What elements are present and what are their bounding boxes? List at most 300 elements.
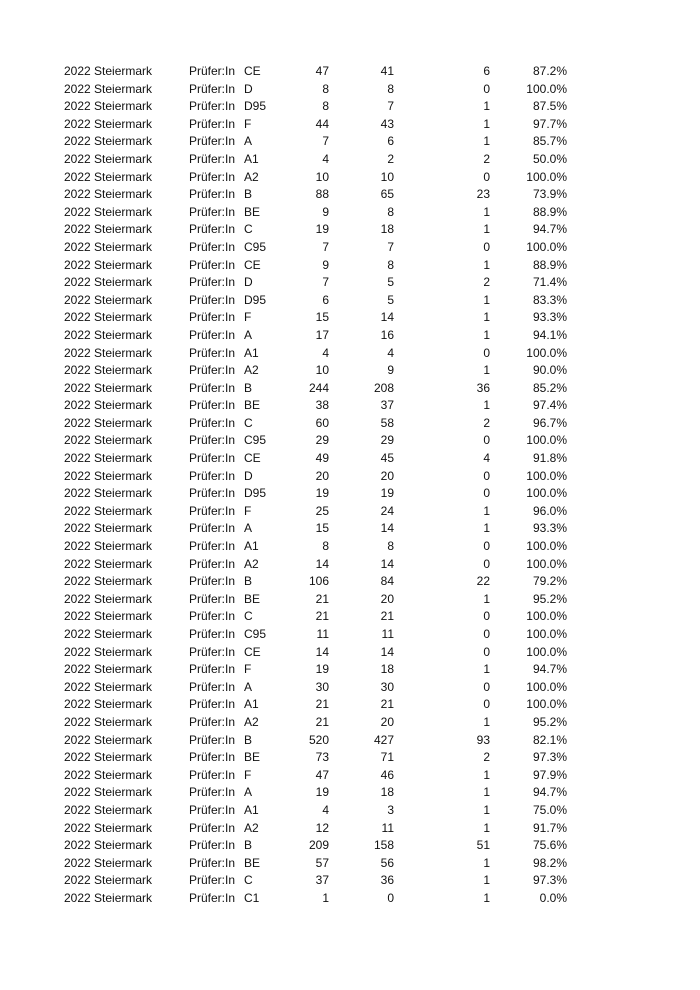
failed-cell: 51 <box>476 838 490 853</box>
failed-cell: 1 <box>483 714 490 729</box>
role-cell: Prüfer:In <box>189 327 236 342</box>
total-cell: 15 <box>315 521 329 536</box>
region-year-cell: 2022 Steiermark <box>64 116 153 131</box>
pass-rate-cell: 91.8% <box>532 451 567 466</box>
table-row <box>0 151 700 169</box>
pass-rate-cell: 100.0% <box>526 644 567 659</box>
pass-rate-cell: 87.5% <box>532 99 567 114</box>
license-class-cell: A2 <box>244 169 259 184</box>
failed-cell: 0 <box>483 627 490 641</box>
total-cell: 25 <box>315 503 329 518</box>
region-year-cell: 2022 Steiermark <box>64 169 153 184</box>
failed-cell: 36 <box>476 380 490 395</box>
region-year-cell: 2022 Steiermark <box>64 838 153 853</box>
total-cell: 44 <box>315 116 329 131</box>
region-year-cell: 2022 Steiermark <box>64 697 153 712</box>
region-year-cell: 2022 Steiermark <box>64 415 153 430</box>
license-class-cell: D <box>244 275 253 290</box>
failed-cell: 0 <box>483 556 490 571</box>
license-class-cell: CE <box>244 64 261 78</box>
table-row <box>0 802 700 820</box>
failed-cell: 2 <box>483 275 490 290</box>
table-row <box>0 714 700 732</box>
region-year-cell: 2022 Steiermark <box>64 662 153 677</box>
region-year-cell: 2022 Steiermark <box>64 785 153 800</box>
license-class-cell: A2 <box>244 820 259 835</box>
total-cell: 19 <box>315 662 329 677</box>
license-class-cell: A1 <box>244 345 259 360</box>
passed-cell: 21 <box>380 609 394 624</box>
passed-cell: 84 <box>380 574 394 589</box>
total-cell: 21 <box>315 714 329 729</box>
table-row <box>0 186 700 204</box>
license-class-cell: A2 <box>244 363 259 378</box>
region-year-cell: 2022 Steiermark <box>64 503 153 518</box>
failed-cell: 1 <box>483 820 490 835</box>
role-cell: Prüfer:In <box>189 345 236 360</box>
passed-cell: 41 <box>380 64 394 78</box>
role-cell: Prüfer:In <box>189 134 236 149</box>
passed-cell: 14 <box>380 310 394 325</box>
passed-cell: 7 <box>387 239 394 254</box>
region-year-cell: 2022 Steiermark <box>64 292 153 307</box>
pass-rate-cell: 100.0% <box>526 433 567 448</box>
passed-cell: 20 <box>380 468 394 483</box>
total-cell: 7 <box>322 239 329 254</box>
failed-cell: 1 <box>483 222 490 237</box>
pass-rate-cell: 91.7% <box>532 820 567 835</box>
table-row <box>0 661 700 679</box>
role-cell: Prüfer:In <box>189 556 236 571</box>
passed-cell: 18 <box>380 662 394 677</box>
pass-rate-cell: 100.0% <box>526 627 567 641</box>
pass-rate-cell: 73.9% <box>532 187 567 202</box>
passed-cell: 9 <box>387 363 394 378</box>
region-year-cell: 2022 Steiermark <box>64 134 153 149</box>
pass-rate-cell: 85.2% <box>532 380 567 395</box>
passed-cell: 0 <box>387 890 394 905</box>
failed-cell: 0 <box>483 644 490 659</box>
pass-rate-cell: 95.2% <box>532 714 567 729</box>
pass-rate-cell: 100.0% <box>526 81 567 96</box>
region-year-cell: 2022 Steiermark <box>64 855 153 870</box>
region-year-cell: 2022 Steiermark <box>64 81 153 96</box>
failed-cell: 1 <box>483 116 490 131</box>
passed-cell: 19 <box>380 486 394 501</box>
role-cell: Prüfer:In <box>189 187 236 202</box>
failed-cell: 1 <box>483 292 490 307</box>
passed-cell: 6 <box>387 134 394 149</box>
failed-cell: 1 <box>483 855 490 870</box>
table-row <box>0 644 700 662</box>
passed-cell: 46 <box>380 767 394 782</box>
table-row <box>0 397 700 415</box>
table-row <box>0 292 700 310</box>
failed-cell: 1 <box>483 503 490 518</box>
role-cell: Prüfer:In <box>189 820 236 835</box>
failed-cell: 1 <box>483 802 490 817</box>
total-cell: 10 <box>315 363 329 378</box>
total-cell: 106 <box>308 574 329 589</box>
region-year-cell: 2022 Steiermark <box>64 486 153 501</box>
failed-cell: 0 <box>483 468 490 483</box>
role-cell: Prüfer:In <box>189 679 236 694</box>
region-year-cell: 2022 Steiermark <box>64 64 153 78</box>
table-row <box>0 345 700 363</box>
failed-cell: 1 <box>483 591 490 606</box>
region-year-cell: 2022 Steiermark <box>64 275 153 290</box>
failed-cell: 1 <box>483 662 490 677</box>
region-year-cell: 2022 Steiermark <box>64 802 153 817</box>
passed-cell: 30 <box>380 679 394 694</box>
table-row <box>0 221 700 239</box>
passed-cell: 18 <box>380 222 394 237</box>
pass-rate-cell: 100.0% <box>526 556 567 571</box>
total-cell: 19 <box>315 486 329 501</box>
failed-cell: 1 <box>483 398 490 413</box>
passed-cell: 24 <box>380 503 394 518</box>
table-row <box>0 696 700 714</box>
total-cell: 60 <box>315 415 329 430</box>
role-cell: Prüfer:In <box>189 609 236 624</box>
region-year-cell: 2022 Steiermark <box>64 644 153 659</box>
region-year-cell: 2022 Steiermark <box>64 714 153 729</box>
total-cell: 88 <box>315 187 329 202</box>
passed-cell: 14 <box>380 556 394 571</box>
failed-cell: 93 <box>476 732 490 747</box>
pass-rate-cell: 97.3% <box>532 873 567 888</box>
table-row <box>0 309 700 327</box>
table-row <box>0 890 700 908</box>
passed-cell: 158 <box>373 838 394 853</box>
license-class-cell: B <box>244 838 253 853</box>
total-cell: 29 <box>315 433 329 448</box>
pass-rate-cell: 97.9% <box>532 767 567 782</box>
region-year-cell: 2022 Steiermark <box>64 151 153 166</box>
total-cell: 4 <box>322 345 329 360</box>
table-row <box>0 81 700 99</box>
license-class-cell: F <box>244 503 252 518</box>
region-year-cell: 2022 Steiermark <box>64 451 153 466</box>
pass-rate-cell: 100.0% <box>526 539 567 554</box>
passed-cell: 4 <box>387 345 394 360</box>
failed-cell: 1 <box>483 99 490 114</box>
total-cell: 30 <box>315 679 329 694</box>
failed-cell: 0 <box>483 697 490 712</box>
table-row <box>0 362 700 380</box>
failed-cell: 0 <box>483 81 490 96</box>
failed-cell: 4 <box>483 451 490 466</box>
failed-cell: 0 <box>483 486 490 501</box>
table-row <box>0 573 700 591</box>
failed-cell: 1 <box>483 785 490 800</box>
total-cell: 8 <box>322 539 329 554</box>
license-class-cell: A2 <box>244 714 259 729</box>
region-year-cell: 2022 Steiermark <box>64 187 153 202</box>
total-cell: 21 <box>315 697 329 712</box>
failed-cell: 1 <box>483 890 490 905</box>
region-year-cell: 2022 Steiermark <box>64 767 153 782</box>
table-row <box>0 872 700 890</box>
role-cell: Prüfer:In <box>189 415 236 430</box>
table-row <box>0 749 700 767</box>
passed-cell: 11 <box>381 820 394 835</box>
pass-rate-cell: 96.7% <box>532 415 567 430</box>
role-cell: Prüfer:In <box>189 169 236 184</box>
passed-cell: 20 <box>380 714 394 729</box>
pass-rate-cell: 85.7% <box>532 134 567 149</box>
license-class-cell: C <box>244 415 253 430</box>
role-cell: Prüfer:In <box>189 644 236 659</box>
table-row <box>0 591 700 609</box>
table-row <box>0 133 700 151</box>
total-cell: 8 <box>322 99 329 114</box>
region-year-cell: 2022 Steiermark <box>64 732 153 747</box>
pass-rate-cell: 83.3% <box>532 292 567 307</box>
total-cell: 12 <box>315 820 329 835</box>
total-cell: 244 <box>308 380 329 395</box>
passed-cell: 71 <box>380 750 394 765</box>
failed-cell: 0 <box>483 239 490 254</box>
table-row <box>0 503 700 521</box>
passed-cell: 2 <box>387 151 394 166</box>
failed-cell: 0 <box>483 345 490 360</box>
license-class-cell: BE <box>244 750 261 765</box>
total-cell: 17 <box>315 327 329 342</box>
license-class-cell: B <box>244 187 253 202</box>
region-year-cell: 2022 Steiermark <box>64 433 153 448</box>
pass-rate-cell: 94.7% <box>532 785 567 800</box>
region-year-cell: 2022 Steiermark <box>64 398 153 413</box>
passed-cell: 427 <box>373 732 394 747</box>
license-class-cell: C <box>244 873 253 888</box>
region-year-cell: 2022 Steiermark <box>64 539 153 554</box>
passed-cell: 20 <box>380 591 394 606</box>
failed-cell: 1 <box>483 873 490 888</box>
total-cell: 47 <box>315 767 329 782</box>
total-cell: 209 <box>308 838 329 853</box>
table-row <box>0 556 700 574</box>
table-row <box>0 485 700 503</box>
pass-rate-cell: 100.0% <box>526 169 567 184</box>
total-cell: 38 <box>315 398 329 413</box>
role-cell: Prüfer:In <box>189 292 236 307</box>
role-cell: Prüfer:In <box>189 433 236 448</box>
license-class-cell: F <box>244 662 252 677</box>
total-cell: 10 <box>315 169 329 184</box>
table-row <box>0 98 700 116</box>
failed-cell: 0 <box>483 539 490 554</box>
total-cell: 21 <box>315 591 329 606</box>
table-row <box>0 239 700 257</box>
region-year-cell: 2022 Steiermark <box>64 222 153 237</box>
total-cell: 73 <box>315 750 329 765</box>
pass-rate-cell: 94.7% <box>532 662 567 677</box>
license-class-cell: A1 <box>244 151 259 166</box>
total-cell: 520 <box>308 732 329 747</box>
role-cell: Prüfer:In <box>189 222 236 237</box>
license-class-cell: F <box>244 310 252 325</box>
table-row <box>0 784 700 802</box>
table-row <box>0 415 700 433</box>
role-cell: Prüfer:In <box>189 468 236 483</box>
license-class-cell: D95 <box>244 292 267 307</box>
license-class-cell: A <box>244 785 253 800</box>
table-row <box>0 837 700 855</box>
pass-rate-cell: 50.0% <box>532 151 567 166</box>
passed-cell: 45 <box>380 451 394 466</box>
pass-rate-cell: 100.0% <box>526 697 567 712</box>
license-class-cell: D95 <box>244 486 267 501</box>
role-cell: Prüfer:In <box>189 503 236 518</box>
region-year-cell: 2022 Steiermark <box>64 873 153 888</box>
passed-cell: 43 <box>380 116 394 131</box>
region-year-cell: 2022 Steiermark <box>64 239 153 254</box>
failed-cell: 2 <box>483 415 490 430</box>
pass-rate-cell: 100.0% <box>526 486 567 501</box>
table-row <box>0 63 700 81</box>
total-cell: 9 <box>322 204 329 219</box>
table-row <box>0 432 700 450</box>
pass-rate-cell: 88.9% <box>532 204 567 219</box>
license-class-cell: A <box>244 327 253 342</box>
pass-rate-cell: 0.0% <box>539 890 567 905</box>
role-cell: Prüfer:In <box>189 539 236 554</box>
role-cell: Prüfer:In <box>189 873 236 888</box>
passed-cell: 8 <box>387 204 394 219</box>
license-class-cell: C95 <box>244 627 267 641</box>
table-row <box>0 468 700 486</box>
failed-cell: 1 <box>483 327 490 342</box>
table-row <box>0 679 700 697</box>
failed-cell: 1 <box>483 363 490 378</box>
pass-rate-cell: 79.2% <box>532 574 567 589</box>
region-year-cell: 2022 Steiermark <box>64 310 153 325</box>
license-class-cell: A <box>244 679 253 694</box>
total-cell: 7 <box>322 275 329 290</box>
region-year-cell: 2022 Steiermark <box>64 327 153 342</box>
license-class-cell: F <box>244 116 252 131</box>
pass-rate-cell: 94.7% <box>532 222 567 237</box>
total-cell: 19 <box>315 222 329 237</box>
passed-cell: 65 <box>380 187 394 202</box>
license-class-cell: A1 <box>244 539 259 554</box>
passed-cell: 8 <box>387 539 394 554</box>
role-cell: Prüfer:In <box>189 363 236 378</box>
table-row <box>0 204 700 222</box>
pass-rate-cell: 100.0% <box>526 679 567 694</box>
total-cell: 6 <box>322 292 329 307</box>
role-cell: Prüfer:In <box>189 732 236 747</box>
region-year-cell: 2022 Steiermark <box>64 468 153 483</box>
table-row <box>0 274 700 292</box>
table-row <box>0 608 700 626</box>
passed-cell: 16 <box>380 327 394 342</box>
license-class-cell: CE <box>244 644 261 659</box>
passed-cell: 58 <box>380 415 394 430</box>
total-cell: 9 <box>322 257 329 272</box>
passed-cell: 8 <box>387 81 394 96</box>
role-cell: Prüfer:In <box>189 890 236 905</box>
total-cell: 14 <box>315 644 329 659</box>
table-row <box>0 520 700 538</box>
pass-rate-cell: 97.7% <box>532 116 567 131</box>
role-cell: Prüfer:In <box>189 116 236 131</box>
passed-cell: 208 <box>373 380 394 395</box>
role-cell: Prüfer:In <box>189 662 236 677</box>
license-class-cell: C <box>244 222 253 237</box>
pass-rate-cell: 75.6% <box>532 838 567 853</box>
table-row <box>0 732 700 750</box>
region-year-cell: 2022 Steiermark <box>64 204 153 219</box>
total-cell: 1 <box>322 890 329 905</box>
passed-cell: 18 <box>380 785 394 800</box>
pass-rate-cell: 93.3% <box>532 521 567 536</box>
role-cell: Prüfer:In <box>189 451 236 466</box>
passed-cell: 37 <box>380 398 394 413</box>
total-cell: 7 <box>322 134 329 149</box>
region-year-cell: 2022 Steiermark <box>64 820 153 835</box>
table-row <box>0 820 700 838</box>
failed-cell: 2 <box>483 151 490 166</box>
role-cell: Prüfer:In <box>189 380 236 395</box>
role-cell: Prüfer:In <box>189 275 236 290</box>
total-cell: 4 <box>322 151 329 166</box>
total-cell: 11 <box>316 627 329 641</box>
pass-rate-cell: 96.0% <box>532 503 567 518</box>
license-class-cell: B <box>244 574 253 589</box>
role-cell: Prüfer:In <box>189 627 236 641</box>
pass-rate-cell: 100.0% <box>526 609 567 624</box>
license-class-cell: D95 <box>244 99 267 114</box>
role-cell: Prüfer:In <box>189 204 236 219</box>
failed-cell: 1 <box>483 521 490 536</box>
table-row <box>0 257 700 275</box>
failed-cell: 1 <box>483 257 490 272</box>
license-class-cell: D <box>244 81 253 96</box>
table-row <box>0 169 700 187</box>
table-row <box>0 116 700 134</box>
total-cell: 19 <box>315 785 329 800</box>
role-cell: Prüfer:In <box>189 398 236 413</box>
table-row <box>0 626 700 644</box>
passed-cell: 29 <box>380 433 394 448</box>
role-cell: Prüfer:In <box>189 239 236 254</box>
pass-rate-cell: 87.2% <box>532 64 567 78</box>
license-class-cell: A1 <box>244 802 259 817</box>
role-cell: Prüfer:In <box>189 99 236 114</box>
total-cell: 4 <box>322 802 329 817</box>
pass-rate-cell: 98.2% <box>532 855 567 870</box>
license-class-cell: A2 <box>244 556 259 571</box>
failed-cell: 0 <box>483 433 490 448</box>
total-cell: 37 <box>315 873 329 888</box>
passed-cell: 14 <box>380 521 394 536</box>
role-cell: Prüfer:In <box>189 574 236 589</box>
license-class-cell: C1 <box>244 890 260 905</box>
pass-rate-cell: 88.9% <box>532 257 567 272</box>
role-cell: Prüfer:In <box>189 714 236 729</box>
failed-cell: 1 <box>483 767 490 782</box>
data-table <box>0 63 700 908</box>
region-year-cell: 2022 Steiermark <box>64 591 153 606</box>
pass-rate-cell: 75.0% <box>532 802 567 817</box>
role-cell: Prüfer:In <box>189 785 236 800</box>
failed-cell: 23 <box>476 187 490 202</box>
license-class-cell: C95 <box>244 239 267 254</box>
role-cell: Prüfer:In <box>189 81 236 96</box>
failed-cell: 0 <box>483 609 490 624</box>
